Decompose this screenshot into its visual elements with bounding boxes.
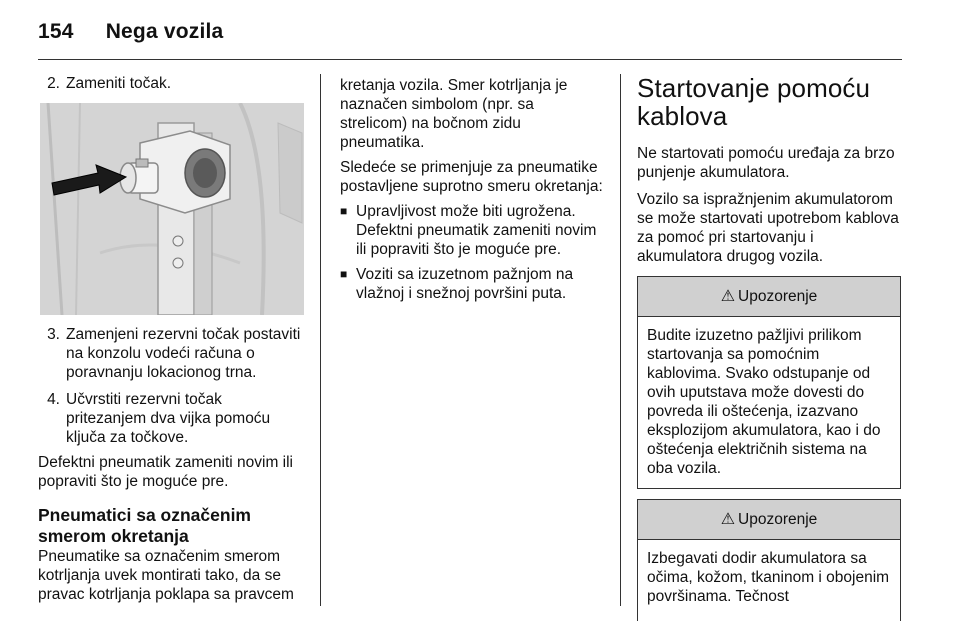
section-heading: Pneumatici sa označenim smerom okretanja [38, 505, 251, 546]
warning-text: Budite izuzetno pažljivi prilikom startovanja sa pomoćnim kablovima. Svako odstupanje od ovih uputstava može dovesti do povreda ili oštećenja, izazvano eksplozijom akumulatora, kao i do oštećenja električnih sistema na oba vozila. [647, 327, 881, 477]
paragraph: Defektni pneumatik zameniti novim ili popraviti što je moguće pre. [38, 454, 293, 490]
step-number: 3. [47, 326, 60, 343]
paragraph: Pneumatike sa označenim smerom kotrljanja uvek montirati tako, da se pravac kotrljanja poklapa sa pravcem [38, 548, 294, 603]
warning-text: Izbegavati dodir akumulatora sa očima, kožom, tkaninom i obojenim površinama. Tečnost [647, 550, 890, 605]
step-number: 4. [47, 391, 60, 408]
paragraph: Vozilo sa ispražnjenim akumulatorom se može startovati upotrebom kablova za pomoć pri startovanju i akumulatora drugog vozila. [637, 191, 899, 265]
square-bullet-icon [340, 202, 356, 259]
column-divider-1 [320, 74, 321, 606]
warning-triangle-icon: ⚠ [720, 511, 736, 528]
section-title: Startovanje pomoću kablova [637, 73, 871, 131]
spare-wheel-bracket-illustration [40, 103, 304, 315]
step-4 [38, 390, 306, 447]
step-text: Učvrstiti rezervni točak pritezanjem dva vijka pomoću ključa za točkove. [66, 391, 271, 446]
column-1 [38, 74, 306, 604]
warning-box [637, 499, 901, 621]
step-3 [38, 325, 306, 382]
page-number: 154 [38, 20, 74, 43]
step-2 [38, 74, 306, 93]
paragraph: Ne startovati pomoću uređaja za brzo punjenje akumulatora. [637, 145, 895, 181]
column-divider-2 [620, 74, 621, 606]
bullet-item [340, 202, 604, 259]
column-3 [637, 74, 901, 621]
paragraph: Sledeće se primenjuje za pneumatike postavljene suprotno smeru okretanja: [340, 159, 603, 195]
page-title: Nega vozila [105, 20, 224, 43]
warning-header [638, 500, 900, 540]
square-bullet-icon [340, 265, 356, 303]
warning-label: Upozorenje [738, 511, 818, 528]
warning-label: Upozorenje [738, 288, 818, 305]
page-header [38, 20, 223, 44]
paragraph: kretanja vozila. Smer kotrljanja je naznačen simbolom (npr. sa strelicom) na bočnom zidu pneumatika. [340, 77, 568, 151]
warning-triangle-icon: ⚠ [720, 288, 736, 305]
warning-box [637, 276, 901, 489]
column-2 [340, 76, 604, 303]
step-text: Zamenjeni rezervni točak postaviti na konzolu vodeći računa o poravnanju lokacionog trna. [66, 326, 301, 381]
step-number: 2. [47, 75, 60, 92]
bullet-item [340, 265, 604, 303]
bullet-text: Upravljivost može biti ugrožena. Defektni pneumatik zameniti novim ili popraviti što je moguće pre. [356, 203, 597, 258]
step-text: Zameniti točak. [66, 75, 172, 92]
header-divider [38, 59, 902, 60]
bullet-text: Voziti sa izuzetnom pažnjom na vlažnoj i snežnoj površini puta. [356, 266, 574, 302]
warning-header [638, 277, 900, 317]
